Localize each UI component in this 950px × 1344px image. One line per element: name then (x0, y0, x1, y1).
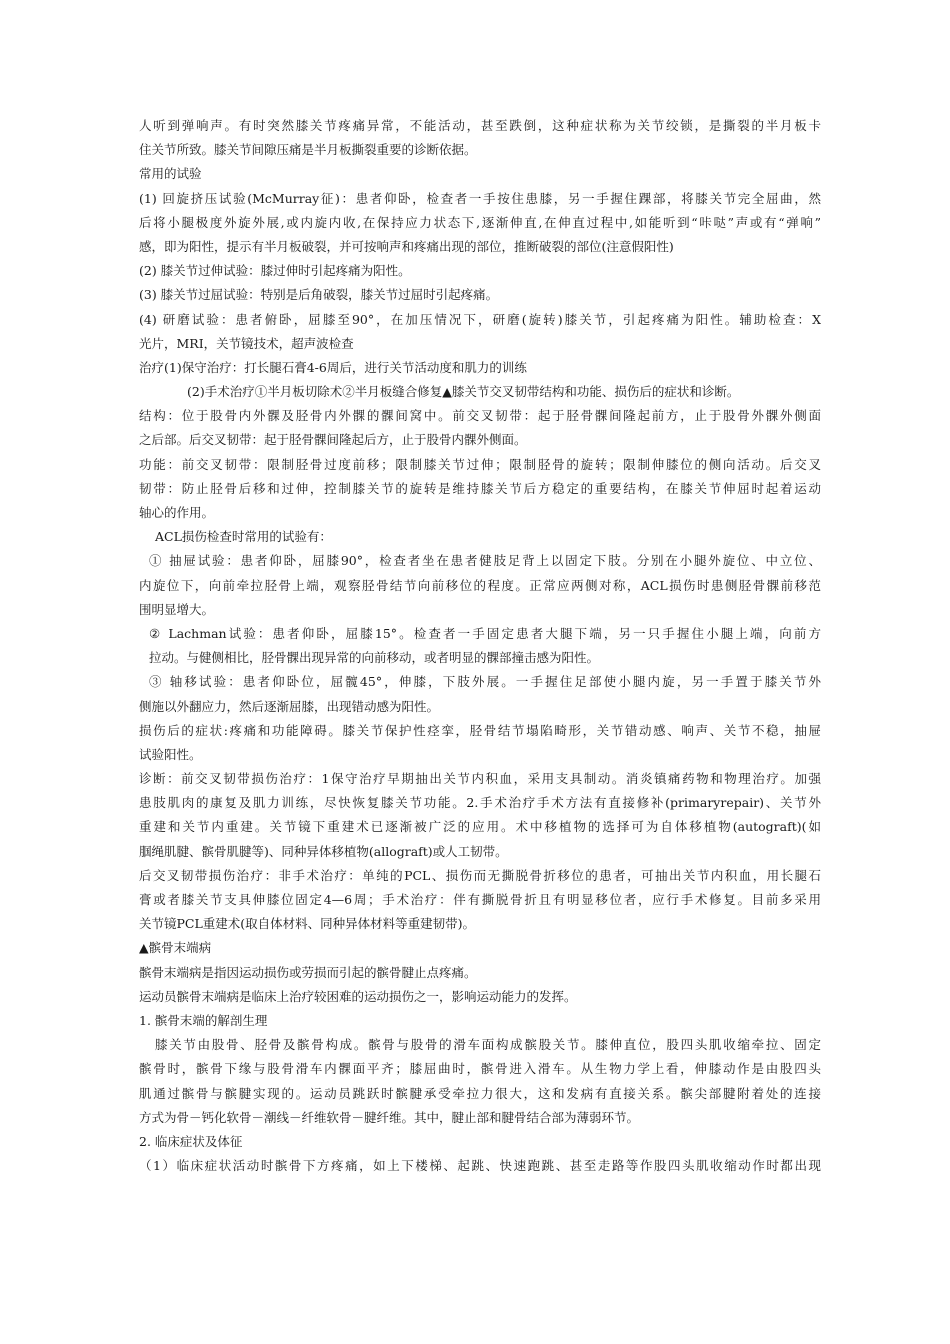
text-line: （1）临床症状活动时髌骨下方疼痛，如上下楼梯、起跳、快速跑跳、甚至走路等作股四头肌收缩动作时都出现 (139, 1158, 821, 1174)
text-line: 住关节所致。膝关节间隙压痛是半月板撕裂重要的诊断依据。 (139, 142, 477, 158)
text-line: 侧施以外翻应力，然后逐渐屈膝，出现错动感为阳性。 (139, 698, 440, 714)
text-line: 感，即为阳性，提示有半月板破裂，并可按响声和疼痛出现的部位，推断破裂的部位(注意假阳性) (139, 238, 674, 254)
text-line: 膏或者膝关节支具伸膝位固定4—6周；手术治疗：伴有撕脱骨折且有明显移位者，应行手术修复。目前多采用 (139, 892, 821, 907)
text-line: 1. 髌骨末端的解剖生理 (139, 1012, 268, 1028)
text-line: 方式为骨－钙化软骨－潮线－纤维软骨－腱纤维。其中，腱止部和腱骨结合部为薄弱环节。 (139, 1109, 640, 1125)
text-line: 膝关节由股骨、胫骨及髌骨构成。髌骨与股骨的滑车面构成髌股关节。膝伸直位，股四头肌收缩牵拉、固定 (155, 1037, 821, 1053)
text-line: (2) 膝关节过伸试验：膝过伸时引起疼痛为阳性。 (139, 263, 411, 279)
text-line: (4) 研磨试验：患者俯卧，屈膝至90°，在加压情况下，研磨(旋转)膝关节，引起疼痛为阳性。辅助检查：X (139, 311, 821, 327)
text-line: 轴心的作用。 (139, 505, 215, 520)
text-line: ▲髌骨末端病 (139, 940, 212, 956)
text-line: 患肢肌肉的康复及肌力训练，尽快恢复膝关节功能。2.手术治疗手术方法有直接修补(primaryrepair)、关节外 (139, 795, 821, 811)
text-line: 后交叉韧带损伤治疗：非手术治疗：单纯的PCL、损伤而无撕脱骨折移位的患者，可抽出关节内积血，用长腿石 (139, 867, 821, 883)
text-line: 功能：前交叉韧带：限制胫骨过度前移；限制膝关节过伸；限制胫骨的旋转；限制伸膝位的侧向活动。后交叉 (139, 456, 821, 472)
text-line: 治疗(1)保守治疗：打长腿石膏4-6周后，进行关节活动度和肌力的训练 (139, 359, 527, 375)
text-line: ① 抽屉试验：患者仰卧，屈膝90°，检查者坐在患者健肢足背上以固定下肢。分别在小腿外旋位、中立位、 (149, 553, 821, 569)
text-line: 人听到弹响声。有时突然膝关节疼痛异常，不能活动，甚至跌倒，这种症状称为关节绞锁，是撕裂的半月板卡 (139, 118, 821, 133)
text-line: 2. 临床症状及体征 (139, 1133, 243, 1149)
text-line: 之后部。后交叉韧带：起于胫骨髁间隆起后方，止于股骨内髁外侧面。 (139, 432, 527, 448)
text-line: (1) 回旋挤压试验(McMurray征)：患者仰卧，检查者一手按住患膝，另一手握住踝部，将膝关节完全屈曲，然 (139, 190, 821, 206)
text-line: 诊断：前交叉韧带损伤治疗：1保守治疗早期抽出关节内积血，采用支具制动。消炎镇痛药物和物理治疗。加强 (139, 771, 821, 787)
text-line: 后将小腿极度外旋外展,或内旋内收,在保持应力状态下,逐渐伸直,在伸直过程中,如能听到“咔哒”声或有“弹响” (139, 214, 821, 230)
text-line: 结构：位于股骨内外髁及胫骨内外髁的髁间窝中。前交叉韧带：起于胫骨髁间隆起前方，止于股骨外髁外侧面 (139, 408, 821, 424)
text-line: 关节镜PCL重建术(取自体材料、同种异体材料等重建韧带)。 (139, 916, 476, 932)
text-line: 运动员髌骨末端病是临床上治疗较困难的运动损伤之一，影响运动能力的发挥。 (139, 988, 577, 1004)
text-line: 常用的试验 (139, 166, 202, 182)
text-line: 试验阳性。 (139, 746, 202, 762)
document-body (139, 114, 821, 1178)
text-line: 围明显增大。 (139, 601, 215, 617)
text-line: ② Lachman试验：患者仰卧，屈膝15°。检查者一手固定患者大腿下端，另一只手握住小腿上端，向前方 (149, 625, 821, 641)
text-line: 韧带：防止胫骨后移和过伸，控制膝关节的旋转是维持膝关节后方稳定的重要结构，在膝关节伸屈时起着运动 (139, 480, 821, 496)
text-line: 髌骨时，髌骨下缘与股骨滑车内髁面平齐；膝屈曲时，髌骨进入滑车。从生物力学上看，伸膝动作是由股四头 (139, 1061, 821, 1077)
text-line: 肌通过髌骨与髌腱实现的。运动员跳跃时髌腱承受牵拉力很大，这和发病有直接关系。髌尖部腱附着处的连接 (139, 1085, 821, 1101)
text-line: ③ 轴移试验：患者仰卧位，屈髋45°，伸膝，下肢外展。一手握住足部使小腿内旋，另一手置于膝关节外 (149, 674, 821, 690)
text-line: 腘绳肌腱、髌骨肌腱等)、同种异体移植物(allograft)或人工韧带。 (139, 843, 508, 859)
text-line: 拉动。与健侧相比，胫骨髁出现异常的向前移动，或者明显的髁部撞击感为阳性。 (149, 650, 600, 666)
text-line: ACL损伤检查时常用的试验有： (155, 529, 332, 545)
text-line: (3) 膝关节过屈试验：特别是后角破裂，膝关节过屈时引起疼痛。 (139, 287, 499, 303)
text-line: 内旋位下，向前牵拉胫骨上端，观察胫骨结节向前移位的程度。正常应两侧对称，ACL损伤时患侧胫骨髁前移范 (139, 577, 821, 593)
text-line: 髌骨末端病是指因运动损伤或劳损而引起的髌骨腱止点疼痛。 (139, 964, 477, 980)
text-line: 损伤后的症状:疼痛和功能障碍。膝关节保护性痉挛，胫骨结节塌陷畸形，关节错动感、响声、关节不稳，抽屉 (139, 722, 821, 738)
text-line: (2)手术治疗①半月板切除术②半月板缝合修复▲膝关节交叉韧带结构和功能、损伤后的症状和诊断。 (187, 384, 740, 400)
text-line: 重建和关节内重建。关节镜下重建术已逐渐被广泛的应用。术中移植物的选择可为自体移植物(autograft)(如 (139, 819, 821, 835)
text-line: 光片，MRI，关节镜技术，超声波检查 (139, 335, 354, 351)
